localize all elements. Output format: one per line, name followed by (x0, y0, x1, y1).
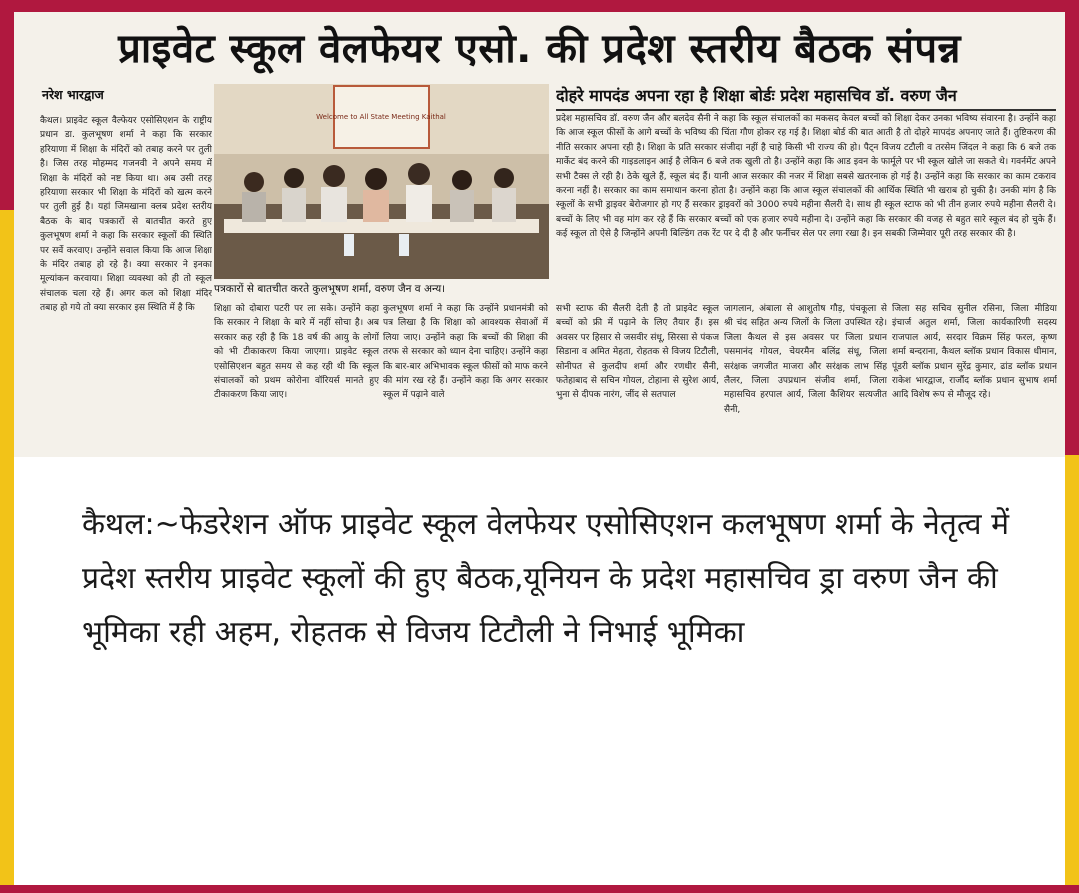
clipping-subhead: दोहरे मापदंड अपना रहा है शिक्षा बोर्डः प्रदेश महासचिव डॉ. वरुण जैन (556, 84, 1056, 111)
article-sub-story: प्रदेश महासचिव डॉ. वरुण जैन और बलदेव सैनी ने कहा कि स्कूल संचालकों का मकसद केवल बच्चों को शिक्षा देकर उनका भविष्य संवारना है। उन्होंने कहा कि आज स्कूल फीसों के आगे बच्चों के भविष्य की चिंता गौण होकर रह गई है। शिक्षा बोर्ड की बात आती है तो दोहरे मापदंड अपनाए जाते हैं। तुष्टिकरण की नीति सरकार अपना रही है। शिक्षा के प्रति सरकार संजीदा नहीं है चाहे किसी भी राज्य की हो। पैट्न विजय टटौली व तरसेम जिंदल ने कहा कि 6 बजे तक मार्केट बंद करने की गाइडलाइन आई है लेकिन 6 बजे तक खुली तो है। उन्होंने कहा कि आड इवन के फार्मूले पर भी स्कूल खोले जा सकते थे। गवर्नमेंट अपने सभी टैक्स ले रही है। ठेके खुले हैं, स्कूल बंद हैं। यानी आज सरकार की नजर में शिक्षा सबसे खतरनाक हो गई है। उन्होंने कहा कि सरकार का काम टकराव करना नहीं है। सरकार का काम समाधान करना होता है। उन्होंने कहा कि आज स्कूल संचालकों की आर्थिक स्थिति भी खराब हो चुकी है। उनकी मांग है कि स्कूलों के सभी ड्राइवर बेरोजगार हो गए हैं सरकार ड्राइवरों को 3000 रुपये महीना सैलरी दे। साथ ही स्कूल स्टाफ को भी तीन हजार रुपये महीना सैलरी दे। बच्चों के लिए भी वह मांग कर रहे हैं कि सरकार बच्चों को एक हजार रुपये महीना दे। उन्होंने कहा कि सरकार की वजह से बहुत सारे स्कूल बंद हो चुके हैं। कई स्कूल तो ऐसे है जिन्होंने अपनी बिल्डिंग तक रेंट पर दे दी है और फर्नीचर सेल पर लगा रखा है। इन सबकी जिम्मेवार पूरी तरह सरकार की है। (556, 114, 1056, 240)
article-column-4: सभी स्टाफ की सैलरी देती है तो प्राइवेट स्कूल बच्चों को फ्री में पढ़ाने के लिए तैयार हैं। इस अवसर पर हिसार से जसवीर संधू, सिरसा से पंकज सिडाना व अमित मेहता, रोहतक से विजय टिटौली, सोनीपत से कुलदीप शर्मा और रणधीर सैनी, फतेहाबाद से सचिन गोयल, टोहाना से सुरेश आर्य, भुना से दीपक नारंग, जींद से सतपाल (556, 304, 719, 401)
article-column-5: जागलान, अंबाला से आशुतोष गौड़, पंचकूला से श्री चंद सहित अन्य जिलों के जिला उपस्थित रहे। जिला कैथल से इस अवसर पर जिला प्रधान पसमानंद गोयल, चेयरमैन बलिंद्र संधू, जिला सरंक्षक जगजीत माजरा और सरंक्षक लाभ सिंह लैलर, जिला उपप्रधान संजीव शर्मा, जिला महासचिव हरपाल आर्य, जिला कैशियर सत्यजीत सैनी, (724, 304, 887, 415)
article-column-6: जिला सह सचिव सुनील रसिना, जिला मीडिया इंचार्ज अतुल शर्मा, जिला कार्यकारिणी सदस्य राजपाल आर्य, सरदार विक्रम सिंह फरल, कृष्ण शर्मा बन्दराना, कैथल ब्लॉक प्रधान विकास धीमान, पूंडरी ब्लॉक प्रधान सुरेंद्र कुमार, ढांड ब्लॉक प्रधान राकेश भारद्वाज, राजौंद ब्लॉक प्रधान सुभाष शर्मा आदि विशेष रूप से मौजूद रहे। (892, 304, 1057, 401)
frame-bottom-border (0, 885, 1079, 893)
meeting-photo (214, 84, 549, 279)
photo-caption: पत्रकारों से बातचीत करते कुलभूषण शर्मा, वरुण जैन व अन्य। (214, 283, 446, 295)
photo-banner-text: Welcome to All State Meeting Kaithal (316, 113, 446, 121)
frame-left-lower-accent (0, 455, 14, 893)
article-column-1: कैथल। प्राइवेट स्कूल वैल्फेयर एसोसिएशन के राष्ट्रीय प्रधान डा. कुलभूषण शर्मा ने कहा कि सरकार हरियाणा में शिक्षा के मंदिरों को तबाह करने पर तुली है। जिस तरह मोहम्मद गजनवी ने अपने समय में शिक्षा के मंदिरों को नष्ट किया था। अब उसी तरह हरियाणा सरकार भी शिक्षा के मंदिरों को खत्म करने पर तुली हुई है। यहां जिमखाना क्लब प्रदेश स्तरीय बैठक के बाद पत्रकारों से बातचीत करते हुए कुलभूषण शर्मा ने कहा कि सरकार स्कूलों की स्थिति पर सर्वे करवाए। उन्होंने सवाल किया कि आज शिक्षा के मंदिर तबाह हो रहे है। क्या सरकार ने इनका मूल्यांकन करवाया। शिक्षा व्यवस्था को ही तो स्कूल संचालक चला रहे हैं। अगर कल को शिक्षा मंदिर तबाह हो गये तो क्या सरकार इस स्थिति में है कि (40, 116, 212, 314)
clipping-headline: प्राइवेट स्कूल वेलफेयर एसो. की प्रदेश स्तरीय बैठक संपन्न (118, 26, 961, 72)
article-column-3: कुलभूषण शर्मा ने कहा कि उन्होंने प्रधानमंत्री को पत्र लिखा है कि शिक्षा को आवश्यक सेवाओं में लिया जाए। उन्होंने कहा कि बच्चों की शिक्षा की तरफ से सरकार को ध्यान देना चाहिए। उन्होंने कहा कि बार-बार अभिभावक स्कूल फीसों को माफ करने की मांग रख रहे हैं। उन्होंने कहा कि अगर सरकार स्कूल में पढ़ाने वाले (383, 304, 548, 401)
article-column-2: शिक्षा को दोबारा पटरी पर ला सके। उन्होंने कहा कि सरकार ने शिक्षा के बारे में नहीं सोचा है। अब सरकार कह रही है कि 18 वर्ष की आयु के लोगों को भी टीकाकरण किया जाएगा। प्राइवेट स्कूल एसोसिएशन बहुत समय से कह रही थी कि स्कूल संचालकों को प्रथम कोरोना वॉरियर्स मानते हुए टीकाकरण किया जाए। (214, 304, 379, 401)
frame-left-accent (0, 210, 14, 470)
clipping-byline: नरेश भारद्वाज (42, 87, 104, 102)
newspaper-clipping (14, 12, 1065, 457)
frame-right-accent (1065, 455, 1079, 893)
post-text: कैथल:~फेडरेशन ऑफ प्राइवेट स्कूल वेलफेयर एसोसिएशन कलभूषण शर्मा के नेतृत्व में प्रदेश स्तरीय प्राइवेट स्कूलों की हुए बैठक,यूनियन के प्रदेश महासचिव ड्रा वरुण जैन की भूमिका रही अहम, रोहतक से विजय टिटौली ने निभाई भूमिका (82, 507, 1010, 650)
